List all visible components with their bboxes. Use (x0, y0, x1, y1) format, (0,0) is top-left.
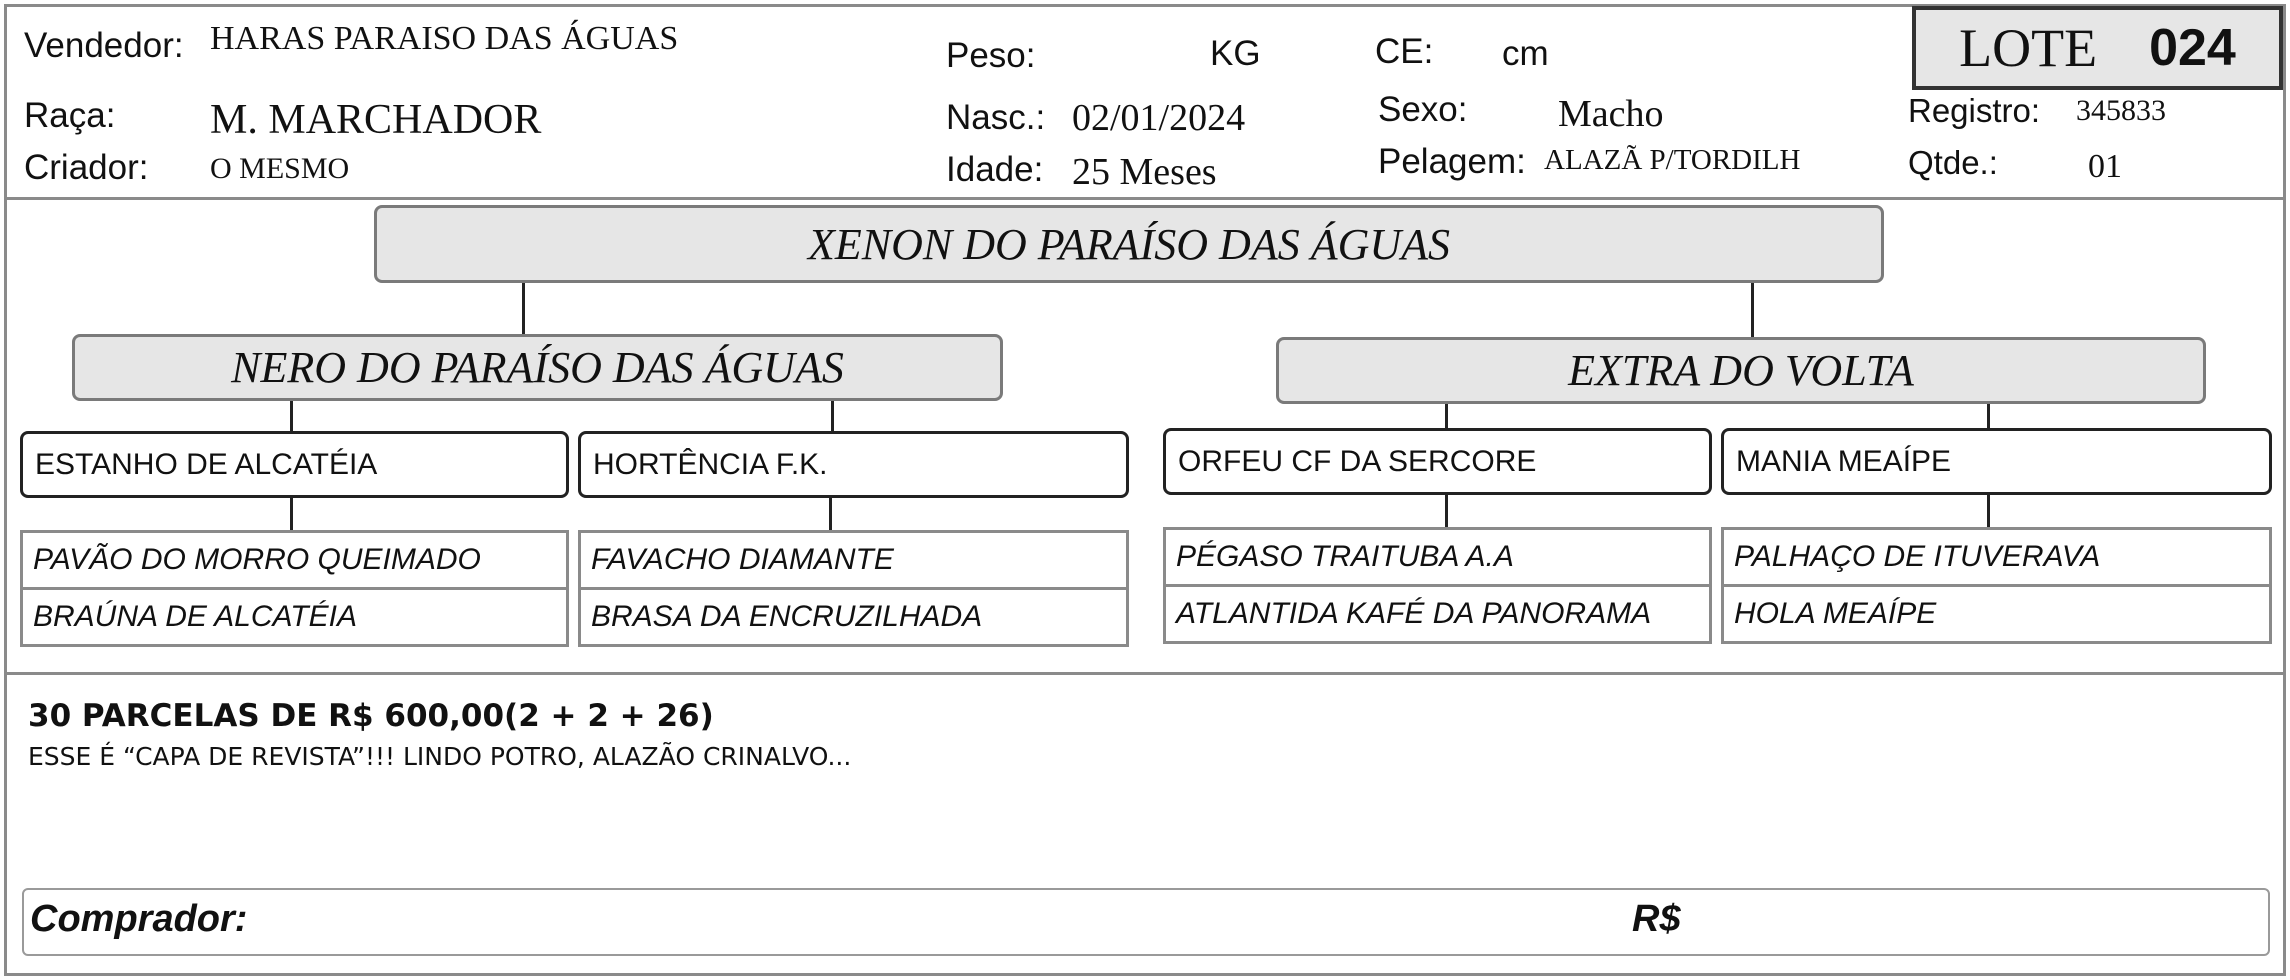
connector-sire-right (831, 401, 834, 433)
idade-value: 25 Meses (1072, 151, 1217, 193)
connector-dam-right (1987, 404, 1990, 431)
criador-value: O MESMO (210, 152, 350, 185)
nasc-label: Nasc.: (946, 98, 1046, 137)
ce-label: CE: (1375, 32, 1434, 71)
pedigree-ggp-4a: PALHAÇO DE ITUVERAVA (1721, 527, 2272, 587)
raca-label: Raça: (24, 96, 116, 135)
lote-box (1912, 6, 2283, 90)
pedigree-ggp-3b: ATLANTIDA KAFÉ DA PANORAMA (1163, 584, 1712, 644)
sexo-value: Macho (1558, 93, 1664, 135)
comprador-label: Comprador: (30, 898, 248, 940)
ce-unit: cm (1502, 34, 1549, 73)
pedigree-ggp-3a: PÉGASO TRAITUBA A.A (1163, 527, 1712, 587)
connector-gp-1 (290, 498, 293, 531)
connector-sire-left (290, 401, 293, 433)
criador-label: Criador: (24, 148, 149, 187)
qtde-label: Qtde.: (1908, 144, 1998, 181)
registro-label: Registro: (1908, 92, 2041, 129)
registro-value: 345833 (2076, 94, 2166, 127)
peso-unit: KG (1210, 34, 1261, 73)
pelagem-value: ALAZÃ P/TORDILH (1544, 144, 1801, 176)
connector-dam-left (1445, 404, 1448, 431)
connector-animal-dam (1751, 283, 1754, 339)
buyer-box (22, 888, 2270, 956)
peso-label: Peso: (946, 36, 1036, 75)
connector-gp-2 (829, 498, 832, 531)
pelagem-label: Pelagem: (1378, 142, 1526, 181)
raca-value: M. MARCHADOR (210, 97, 542, 143)
lote-number: 024 (2149, 19, 2236, 77)
payment-terms: 30 PARCELAS DE R$ 600,00(2 + 2 + 26) (28, 698, 714, 734)
lote-label: LOTE (1959, 18, 2098, 78)
pedigree-dam: EXTRA DO VOLTA (1276, 337, 2206, 404)
vendedor-value: HARAS PARAISO DAS ÁGUAS (210, 20, 679, 57)
qtde-value: 01 (2088, 148, 2122, 185)
pedigree-dam-dam: MANIA MEAÍPE (1721, 428, 2272, 495)
connector-gp-4 (1987, 495, 1990, 528)
pedigree-ggp-1a: PAVÃO DO MORRO QUEIMADO (20, 530, 569, 590)
connector-animal-sire (522, 283, 525, 337)
pedigree-ggp-1b: BRAÚNA DE ALCATÉIA (20, 587, 569, 647)
nasc-value: 02/01/2024 (1072, 97, 1246, 139)
pedigree-dam-sire: ORFEU CF DA SERCORE (1163, 428, 1712, 495)
pedigree-sire: NERO DO PARAÍSO DAS ÁGUAS (72, 334, 1003, 401)
description-text: ESSE É “CAPA DE REVISTA”!!! LINDO POTRO, ALAZÃO CRINALVO... (28, 742, 852, 771)
sexo-label: Sexo: (1378, 90, 1468, 129)
connector-gp-3 (1445, 495, 1448, 528)
pedigree-sire-dam: HORTÊNCIA F.K. (578, 431, 1129, 498)
pedigree-ggp-4b: HOLA MEAÍPE (1721, 584, 2272, 644)
idade-label: Idade: (946, 150, 1044, 189)
pedigree-ggp-2a: FAVACHO DIAMANTE (578, 530, 1129, 590)
pedigree-animal: XENON DO PARAÍSO DAS ÁGUAS (374, 205, 1884, 283)
pedigree-sire-sire: ESTANHO DE ALCATÉIA (20, 431, 569, 498)
currency-label: R$ (1632, 898, 1681, 940)
vendedor-label: Vendedor: (24, 26, 184, 65)
pedigree-ggp-2b: BRASA DA ENCRUZILHADA (578, 587, 1129, 647)
